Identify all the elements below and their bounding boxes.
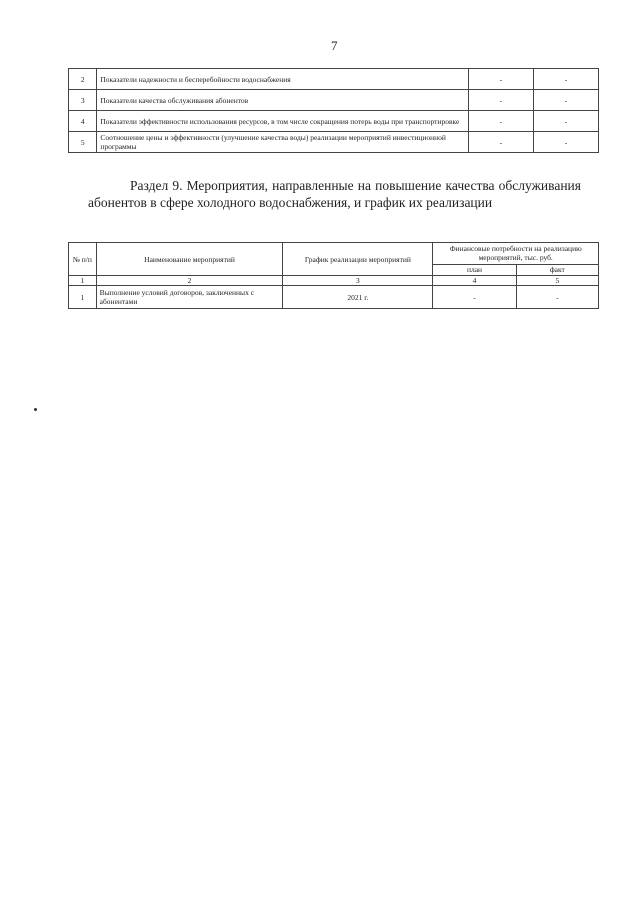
- table-row: [69, 286, 599, 309]
- indicator-value: -: [533, 132, 598, 153]
- index-cell: 4: [433, 276, 516, 286]
- scan-dot: [34, 408, 37, 411]
- indicators-table: [68, 68, 599, 153]
- indicator-value: -: [468, 111, 533, 132]
- header-num: № п/п: [69, 243, 97, 276]
- indicator-value: -: [468, 90, 533, 111]
- indicator-name: Показатели надежности и бесперебойности водоснабжения: [97, 69, 468, 90]
- indicator-name: Соотношение цены и эффективности (улучшение качества воды) реализации мероприятий инвестиционной программы: [97, 132, 468, 153]
- measure-fact: -: [516, 286, 598, 309]
- index-cell: 5: [516, 276, 598, 286]
- measures-table: [68, 242, 599, 309]
- indicator-value: -: [533, 90, 598, 111]
- row-number: 5: [69, 132, 97, 153]
- row-number: 2: [69, 69, 97, 90]
- header-row: [69, 243, 599, 265]
- index-cell: 2: [96, 276, 283, 286]
- section-heading: Раздел 9. Мероприятия, направленные на повышение качества обслуживания абонентов в сфере холодного водоснабжения, и график их реализации: [88, 178, 581, 210]
- table-row: [69, 132, 599, 153]
- table-row: [69, 69, 599, 90]
- index-cell: 1: [69, 276, 97, 286]
- table-row: [69, 90, 599, 111]
- index-cell: 3: [283, 276, 433, 286]
- index-row: [69, 276, 599, 286]
- row-number: 1: [69, 286, 97, 309]
- indicator-value: -: [468, 69, 533, 90]
- header-fact: факт: [516, 264, 598, 275]
- header-plan: план: [433, 264, 516, 275]
- measure-plan: -: [433, 286, 516, 309]
- measure-name: Выполнение условий договоров, заключенных с абонентами: [96, 286, 283, 309]
- indicator-name: Показатели эффективности использования ресурсов, в том числе сокращения потерь воды при транспортировке: [97, 111, 468, 132]
- header-name: Наименование мероприятий: [96, 243, 283, 276]
- header-financial: Финансовые потребности на реализацию мероприятий, тыс. руб.: [433, 243, 599, 265]
- row-number: 3: [69, 90, 97, 111]
- header-schedule: График реализации мероприятий: [283, 243, 433, 276]
- page-number: 7: [331, 38, 338, 53]
- indicator-value: -: [533, 111, 598, 132]
- row-number: 4: [69, 111, 97, 132]
- measure-schedule: 2021 г.: [283, 286, 433, 309]
- indicator-value: -: [468, 132, 533, 153]
- indicator-value: -: [533, 69, 598, 90]
- table-row: [69, 111, 599, 132]
- indicator-name: Показатели качества обслуживания абонентов: [97, 90, 468, 111]
